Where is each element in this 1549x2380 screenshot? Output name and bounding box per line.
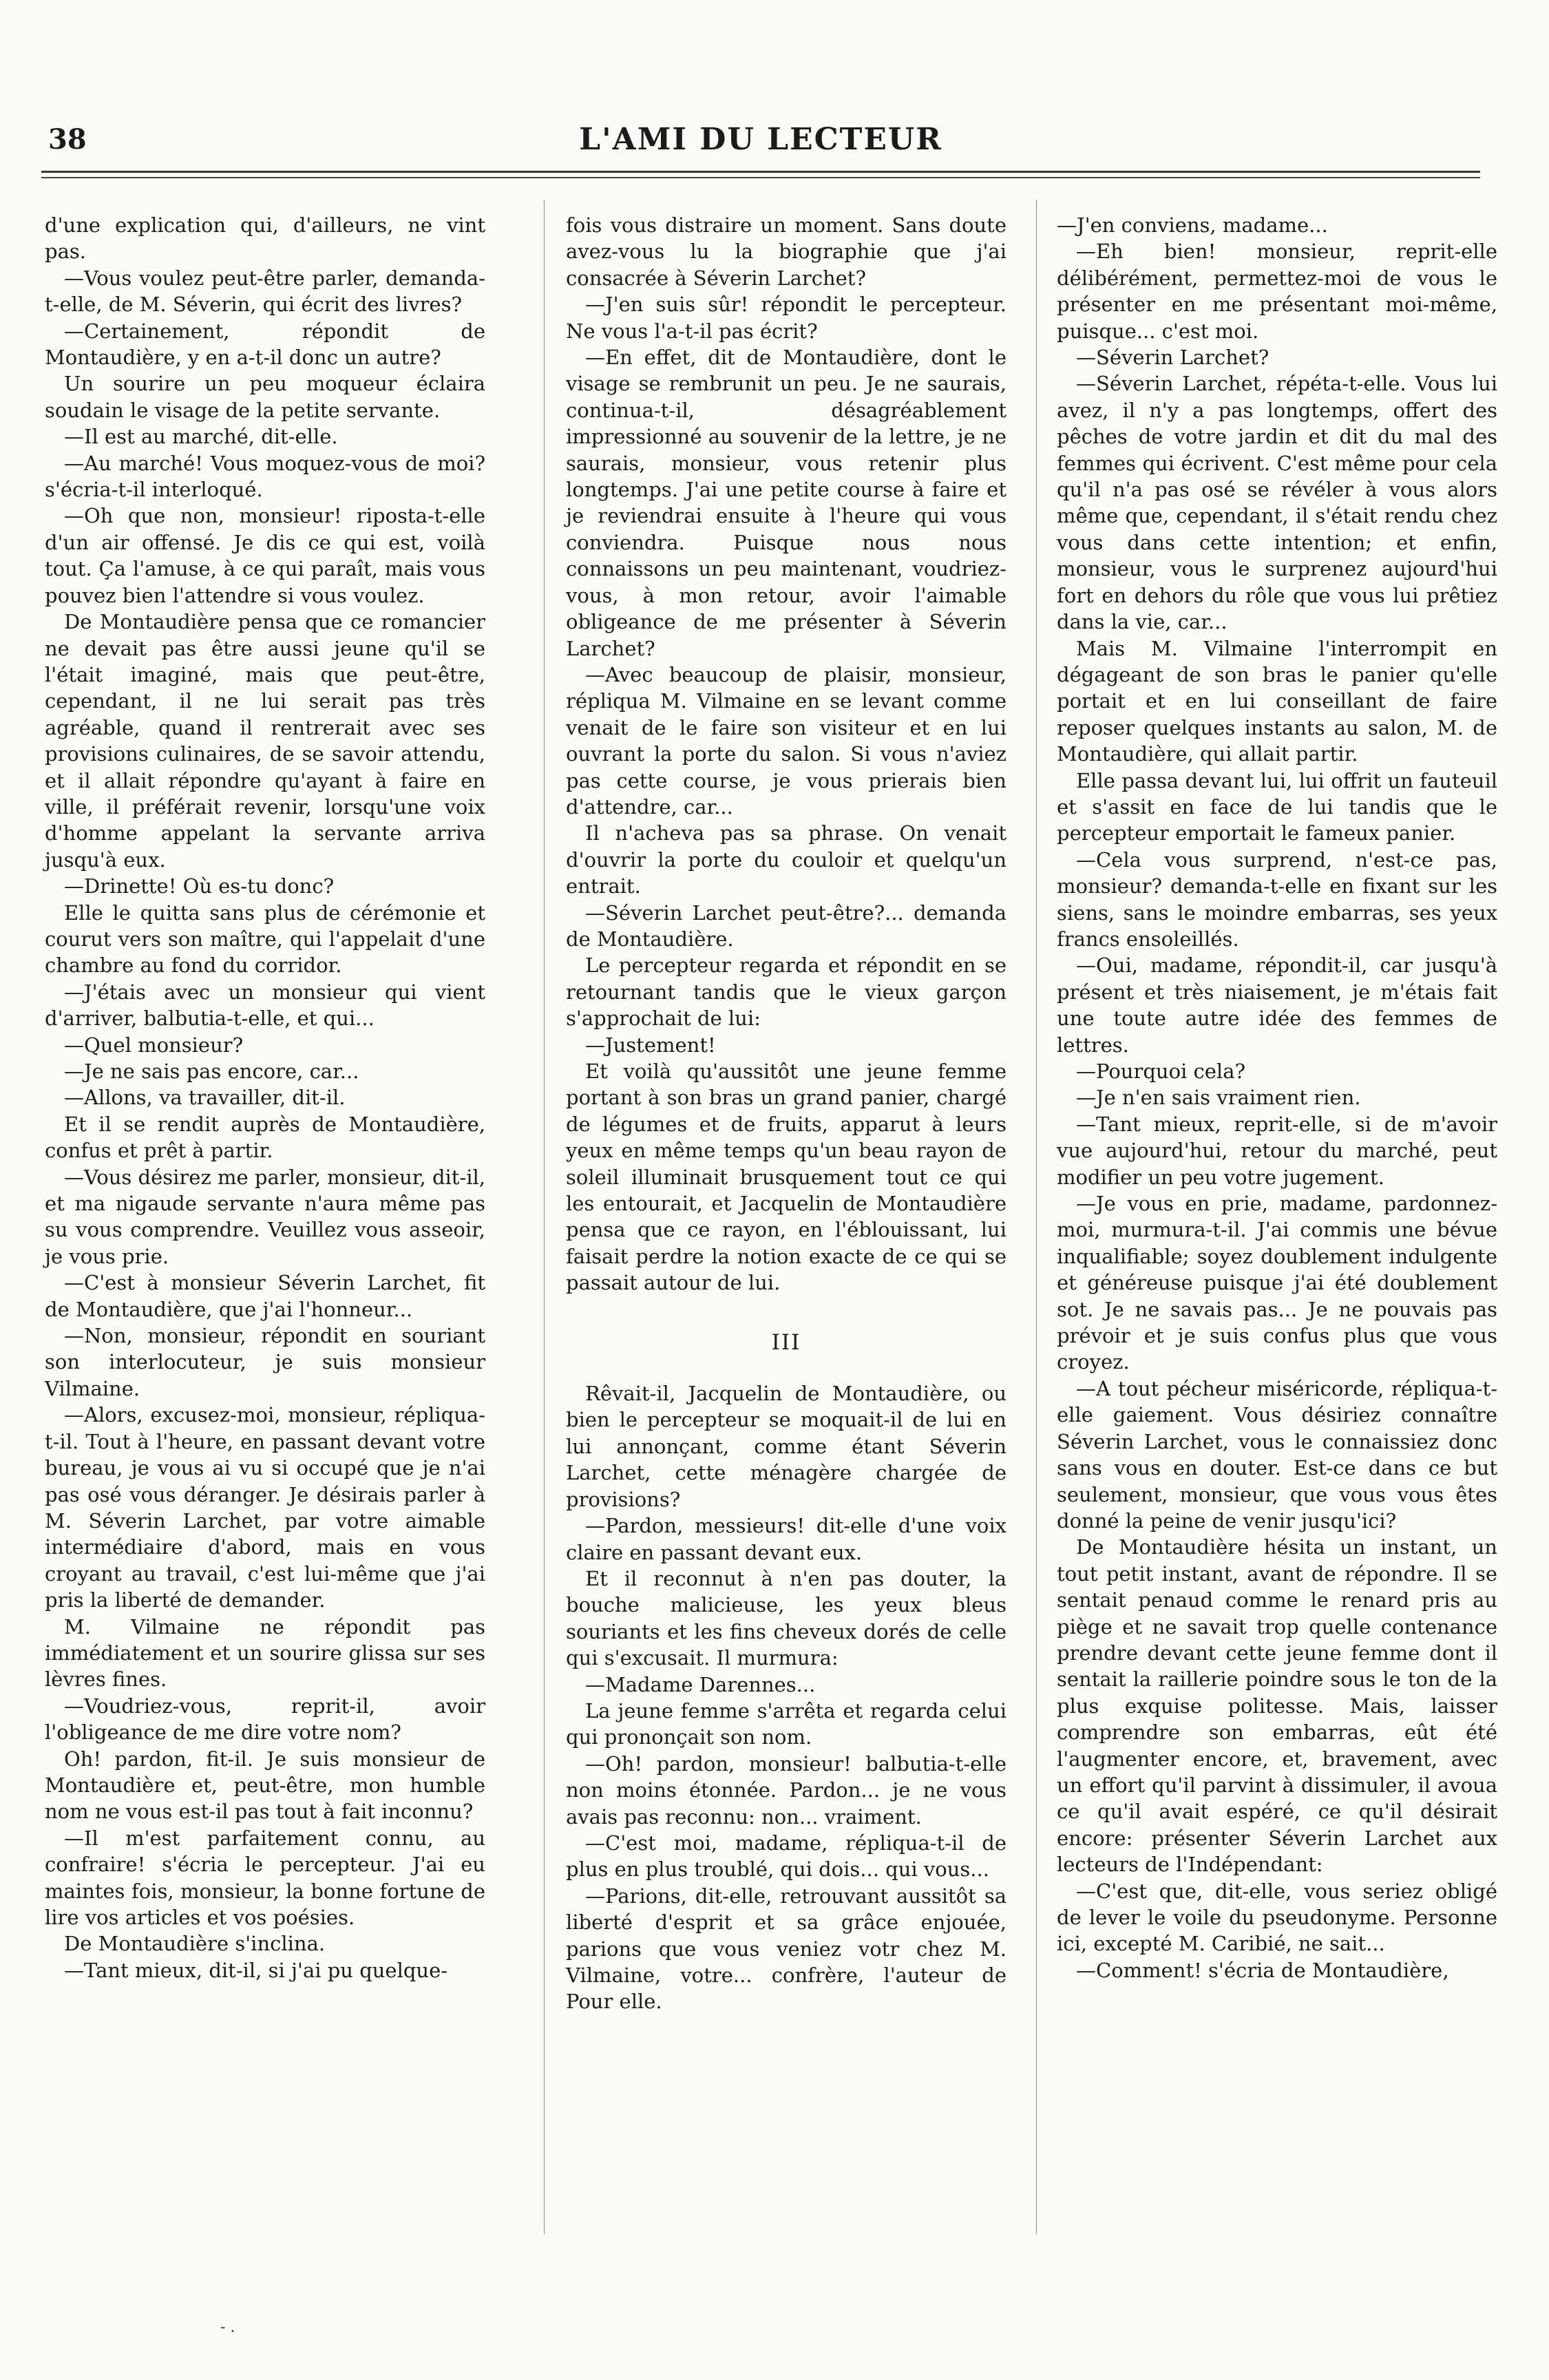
paragraph: Et voilà qu'aussitôt une jeune femme portant à son bras un grand panier, chargé de légumes et de fruits, apparut à leurs yeux en même temps qu'un beau rayon de soleil illuminait brusquement tout ce qui les entourait, et Jacquelin de Montaudière pensa que ce rayon, en l'éblouissant, lui faisait perdre la notion exacte de ce qui se passait autour de lui. <box>566 1060 1007 1295</box>
page-number: 38 <box>48 123 87 156</box>
paragraph: Elle le quitta sans plus de cérémonie et courut vers son maître, qui l'appelait d'une chambre au fond du corridor. <box>45 901 485 978</box>
header-rule-bottom <box>41 177 1480 178</box>
journal-title: L'AMI DU LECTEUR <box>579 122 942 157</box>
paragraph: —Drinette! Où es-tu donc? <box>64 874 335 898</box>
paragraph: —Voudriez-vous, reprit-il, avoir l'obligeance de me dire votre nom? <box>45 1694 485 1745</box>
paragraph: —Madame Darennes... <box>585 1672 816 1696</box>
header-rule-top <box>41 171 1480 173</box>
paragraph: —Oh! pardon, monsieur! balbutia-t-elle non moins étonnée. Pardon... je ne vous avais pas reconnu: non... vraiment. <box>566 1751 1007 1829</box>
paragraph: —Vous désirez me parler, monsieur, dit-il, et ma nigaude servante n'aura même pas su vous comprendre. Veuillez vous asseoir, je vous prie. <box>45 1165 485 1268</box>
paragraph: Oh! pardon, fit-il. Je suis monsieur de Montaudière et, peut-être, mon humble nom ne vous est-il pas tout à fait inconnu? <box>45 1747 485 1824</box>
paragraph: fois vous distraire un moment. Sans doute avez-vous lu la biographie que j'ai consacrée à Séverin Larchet? <box>566 213 1007 290</box>
paragraph: Rêvait-il, Jacquelin de Montaudière, ou bien le percepteur se moquait-il de lui en lui annonçant, comme étant Séverin Larchet, cette ménagère chargée de provisions? <box>566 1382 1007 1511</box>
paragraph: —Séverin Larchet, répéta-t-elle. Vous lui avez, il n'y a pas longtemps, offert des pêches de votre jardin et dit du mal des femmes qui écrivent. C'est même pour cela qu'il n'a pas osé se révéler à vous alors même que, cependant, il s'était rendu chez vous dans cette intention; et enfin, monsieur, vous le surprenez aujourd'hui fort en dehors du rôle que vous lui prêtiez dans la vie, car... <box>1057 372 1497 634</box>
paragraph: Mais M. Vilmaine l'interrompit en dégageant de son bras le panier qu'elle portait et en lui conseillant de faire reposer quelques instants au salon, M. de Montaudière, qui allait partir. <box>1057 636 1497 766</box>
paragraph: —Oui, madame, répondit-il, car jusqu'à présent et très niaisement, je m'étais fait une toute autre idée des femmes de lettres. <box>1057 954 1497 1057</box>
paragraph: —En effet, dit de Montaudière, dont le visage se rembrunit un peu. Je ne saurais, continua-t-il, désagréablement impressionné au souvenir de la lettre, je ne saurais, monsieur, vous retenir plus longtemps. J'ai une petite course à faire et je reviendrai ensuite à l'heure qui vous conviendra. Puisque nous nous connaissons un peu maintenant, voudriez-vous, à mon retour, avoir l'aimable obligeance de me présenter à Séverin Larchet? <box>566 346 1007 660</box>
text-column-3 <box>1057 212 1497 1983</box>
paragraph: d'une explication qui, d'ailleurs, ne vint pas. <box>45 213 485 264</box>
paragraph: —Tant mieux, reprit-elle, si de m'avoir vue aujourd'hui, retour du marché, peut modifier un peu votre jugement. <box>1057 1112 1497 1189</box>
column-divider <box>1036 200 1037 2234</box>
paragraph: —J'en suis sûr! répondit le percepteur. Ne vous l'a-t-il pas écrit? <box>566 293 1007 343</box>
paragraph: Un sourire un peu moqueur éclaira soudain le visage de la petite servante. <box>45 372 485 422</box>
paragraph: —Quel monsieur? <box>64 1033 244 1057</box>
paragraph: —A tout pécheur miséricorde, répliqua-t-elle gaiement. Vous désiriez connaître Séverin Larchet, vous le connaissiez donc sans vous en douter. Est-ce dans ce but seulement, monsieur, que vous vous êtes donné la peine de venir jusqu'ici? <box>1057 1376 1497 1533</box>
paragraph: —Oh que non, monsieur! riposta-t-elle d'un air offensé. Je dis ce qui est, voilà tout. Ça l'amuse, à ce qui paraît, mais vous pouvez bien l'attendre si vous voulez. <box>45 504 485 607</box>
paragraph: —Pourquoi cela? <box>1076 1060 1246 1083</box>
text-column-1 <box>45 212 485 1983</box>
paragraph: —Comment! s'écria de Montaudière, <box>1076 1958 1449 1982</box>
paragraph: Il n'acheva pas sa phrase. On venait d'ouvrir la porte du couloir et quelqu'un entrait. <box>566 821 1007 898</box>
paragraph: Elle passa devant lui, lui offrit un fauteuil et s'assit en face de lui tandis que le percepteur emportait le fameux panier. <box>1057 768 1497 845</box>
paragraph: M. Vilmaine ne répondit pas immédiatement et un sourire glissa sur ses lèvres fines. <box>45 1614 485 1692</box>
paragraph: Et il se rendit auprès de Montaudière, confus et prêt à partir. <box>45 1112 485 1163</box>
paragraph: —Alors, excusez-moi, monsieur, répliqua-t-il. Tout à l'heure, en passant devant votre bureau, je vous ai vu si occupé que je n'ai pas osé vous déranger. Je désirais parler à M. Séverin Larchet, par votre aimable intermédiaire d'abord, mais en vous croyant au travail, c'est lui-même que j'ai pris la liberté de demander. <box>45 1403 485 1612</box>
paragraph: —Parions, dit-elle, retrouvant aussitôt sa liberté d'esprit et sa grâce enjouée, parions que vous veniez votr chez M. Vilmaine, votre... confrère, l'auteur de Pour elle. <box>566 1884 1007 2014</box>
paragraph: —Je ne sais pas encore, car... <box>64 1060 359 1083</box>
paragraph: —Séverin Larchet? <box>1076 346 1269 370</box>
paragraph: —Certainement, répondit de Montaudière, y en a-t-il donc un autre? <box>45 319 485 370</box>
paragraph: —J'étais avec un monsieur qui vient d'arriver, balbutia-t-elle, et qui... <box>45 980 485 1031</box>
paragraph: —Eh bien! monsieur, reprit-elle délibérément, permettez-moi de vous le présenter en me présentant moi-même, puisque... c'est moi. <box>1057 240 1497 343</box>
paragraph: Et il reconnut à n'en pas douter, la bouche malicieuse, les yeux bleus souriants et les fins cheveux dorés de celle qui s'excusait. Il murmura: <box>566 1566 1007 1670</box>
paragraph: —Vous voulez peut-être parler, demanda-t-elle, de M. Séverin, qui écrit des livres? <box>45 266 485 317</box>
paragraph: —Allons, va travailler, dit-il. <box>64 1086 346 1110</box>
column-divider <box>544 200 545 2234</box>
paragraph: —Séverin Larchet peut-être?... demanda de Montaudière. <box>566 901 1007 951</box>
paragraph: —C'est moi, madame, répliqua-t-il de plus en plus troublé, qui dois... qui vous... <box>566 1831 1007 1882</box>
paragraph: Le percepteur regarda et répondit en se retournant tandis que le vieux garçon s'approchait de lui: <box>566 954 1007 1031</box>
paragraph: —Tant mieux, dit-il, si j'ai pu quelque- <box>64 1958 448 1982</box>
paragraph: —Cela vous surprend, n'est-ce pas, monsieur? demanda-t-elle en fixant sur les siens, sans le moindre embarras, ses yeux francs ensoleillés. <box>1057 847 1497 951</box>
print-mark: - . <box>220 2319 235 2336</box>
paragraph: —Il est au marché, dit-elle. <box>64 425 338 449</box>
paragraph: —C'est que, dit-elle, vous seriez obligé de lever le voile du pseudonyme. Personne ici, excepté M. Caribié, ne sait... <box>1057 1879 1497 1956</box>
paragraph: —Je n'en sais vraiment rien. <box>1076 1086 1361 1110</box>
paragraph: —Avec beaucoup de plaisir, monsieur, répliqua M. Vilmaine en se levant comme venait de le faire son visiteur et en lui ouvrant la porte du salon. Si vous n'aviez pas cette course, je vous prierais bien d'attendre, car... <box>566 662 1007 819</box>
paragraph: —Justement! <box>585 1033 716 1057</box>
paragraph: —Non, monsieur, répondit en souriant son interlocuteur, je suis monsieur Vilmaine. <box>45 1324 485 1400</box>
paragraph: —J'en conviens, madame... <box>1057 213 1328 237</box>
paragraph: —Je vous en prie, madame, pardonnez-moi, murmura-t-il. J'ai commis une bévue inqualifiable; soyez doublement indulgente et généreuse puisque j'ai été doublement sot. Je ne savais pas... Je ne pouvais pas prévoir et je suis confus plus que vous croyez. <box>1057 1192 1497 1374</box>
page-header <box>41 123 1480 164</box>
paragraph: De Montaudière pensa que ce romancier ne devait pas être aussi jeune qu'il se l'était imaginé, mais que peut-être, cependant, il ne lui serait pas très agréable, quand il rentrerait avec ses provisions culinaires, de se savoir attendu, et il allait répondre qu'ayant à faire en ville, il préférait revenir, lorsqu'une voix d'homme appelant la servante arriva jusqu'à eux. <box>45 610 485 872</box>
paragraph: De Montaudière hésita un instant, un tout petit instant, avant de répondre. Il se sentait penaud comme le renard pris au piège et ne savait trop quelle contenance prendre devant cette jeune femme dont il sentait la raillerie poindre sous le ton de la plus exquise politesse. Mais, laisser comprendre son embarras, eût été l'augmenter encore, et, bravement, avec un effort qu'il parvint à dissimuler, il avoua ce qu'il avait espéré, ce qu'il désirait encore: présenter Séverin Larchet aux lecteurs de l'Indépendant: <box>1057 1535 1497 1877</box>
paragraph: —Au marché! Vous moquez-vous de moi? s'écria-t-il interloqué. <box>45 451 485 502</box>
paragraph: De Montaudière s'inclina. <box>64 1932 326 1956</box>
paragraph: —Il m'est parfaitement connu, au confraire! s'écria le percepteur. J'ai eu maintes fois, monsieur, la bonne fortune de lire vos articles et vos poésies. <box>45 1826 485 1929</box>
paragraph: —C'est à monsieur Séverin Larchet, fit de Montaudière, que j'ai l'honneur... <box>45 1271 485 1321</box>
paragraph: —Pardon, messieurs! dit-elle d'une voix claire en passant devant eux. <box>566 1514 1007 1564</box>
text-column-2 <box>566 212 1007 2015</box>
paragraph: La jeune femme s'arrêta et regarda celui qui prononçait son nom. <box>566 1698 1007 1749</box>
section-heading: III <box>771 1329 801 1355</box>
